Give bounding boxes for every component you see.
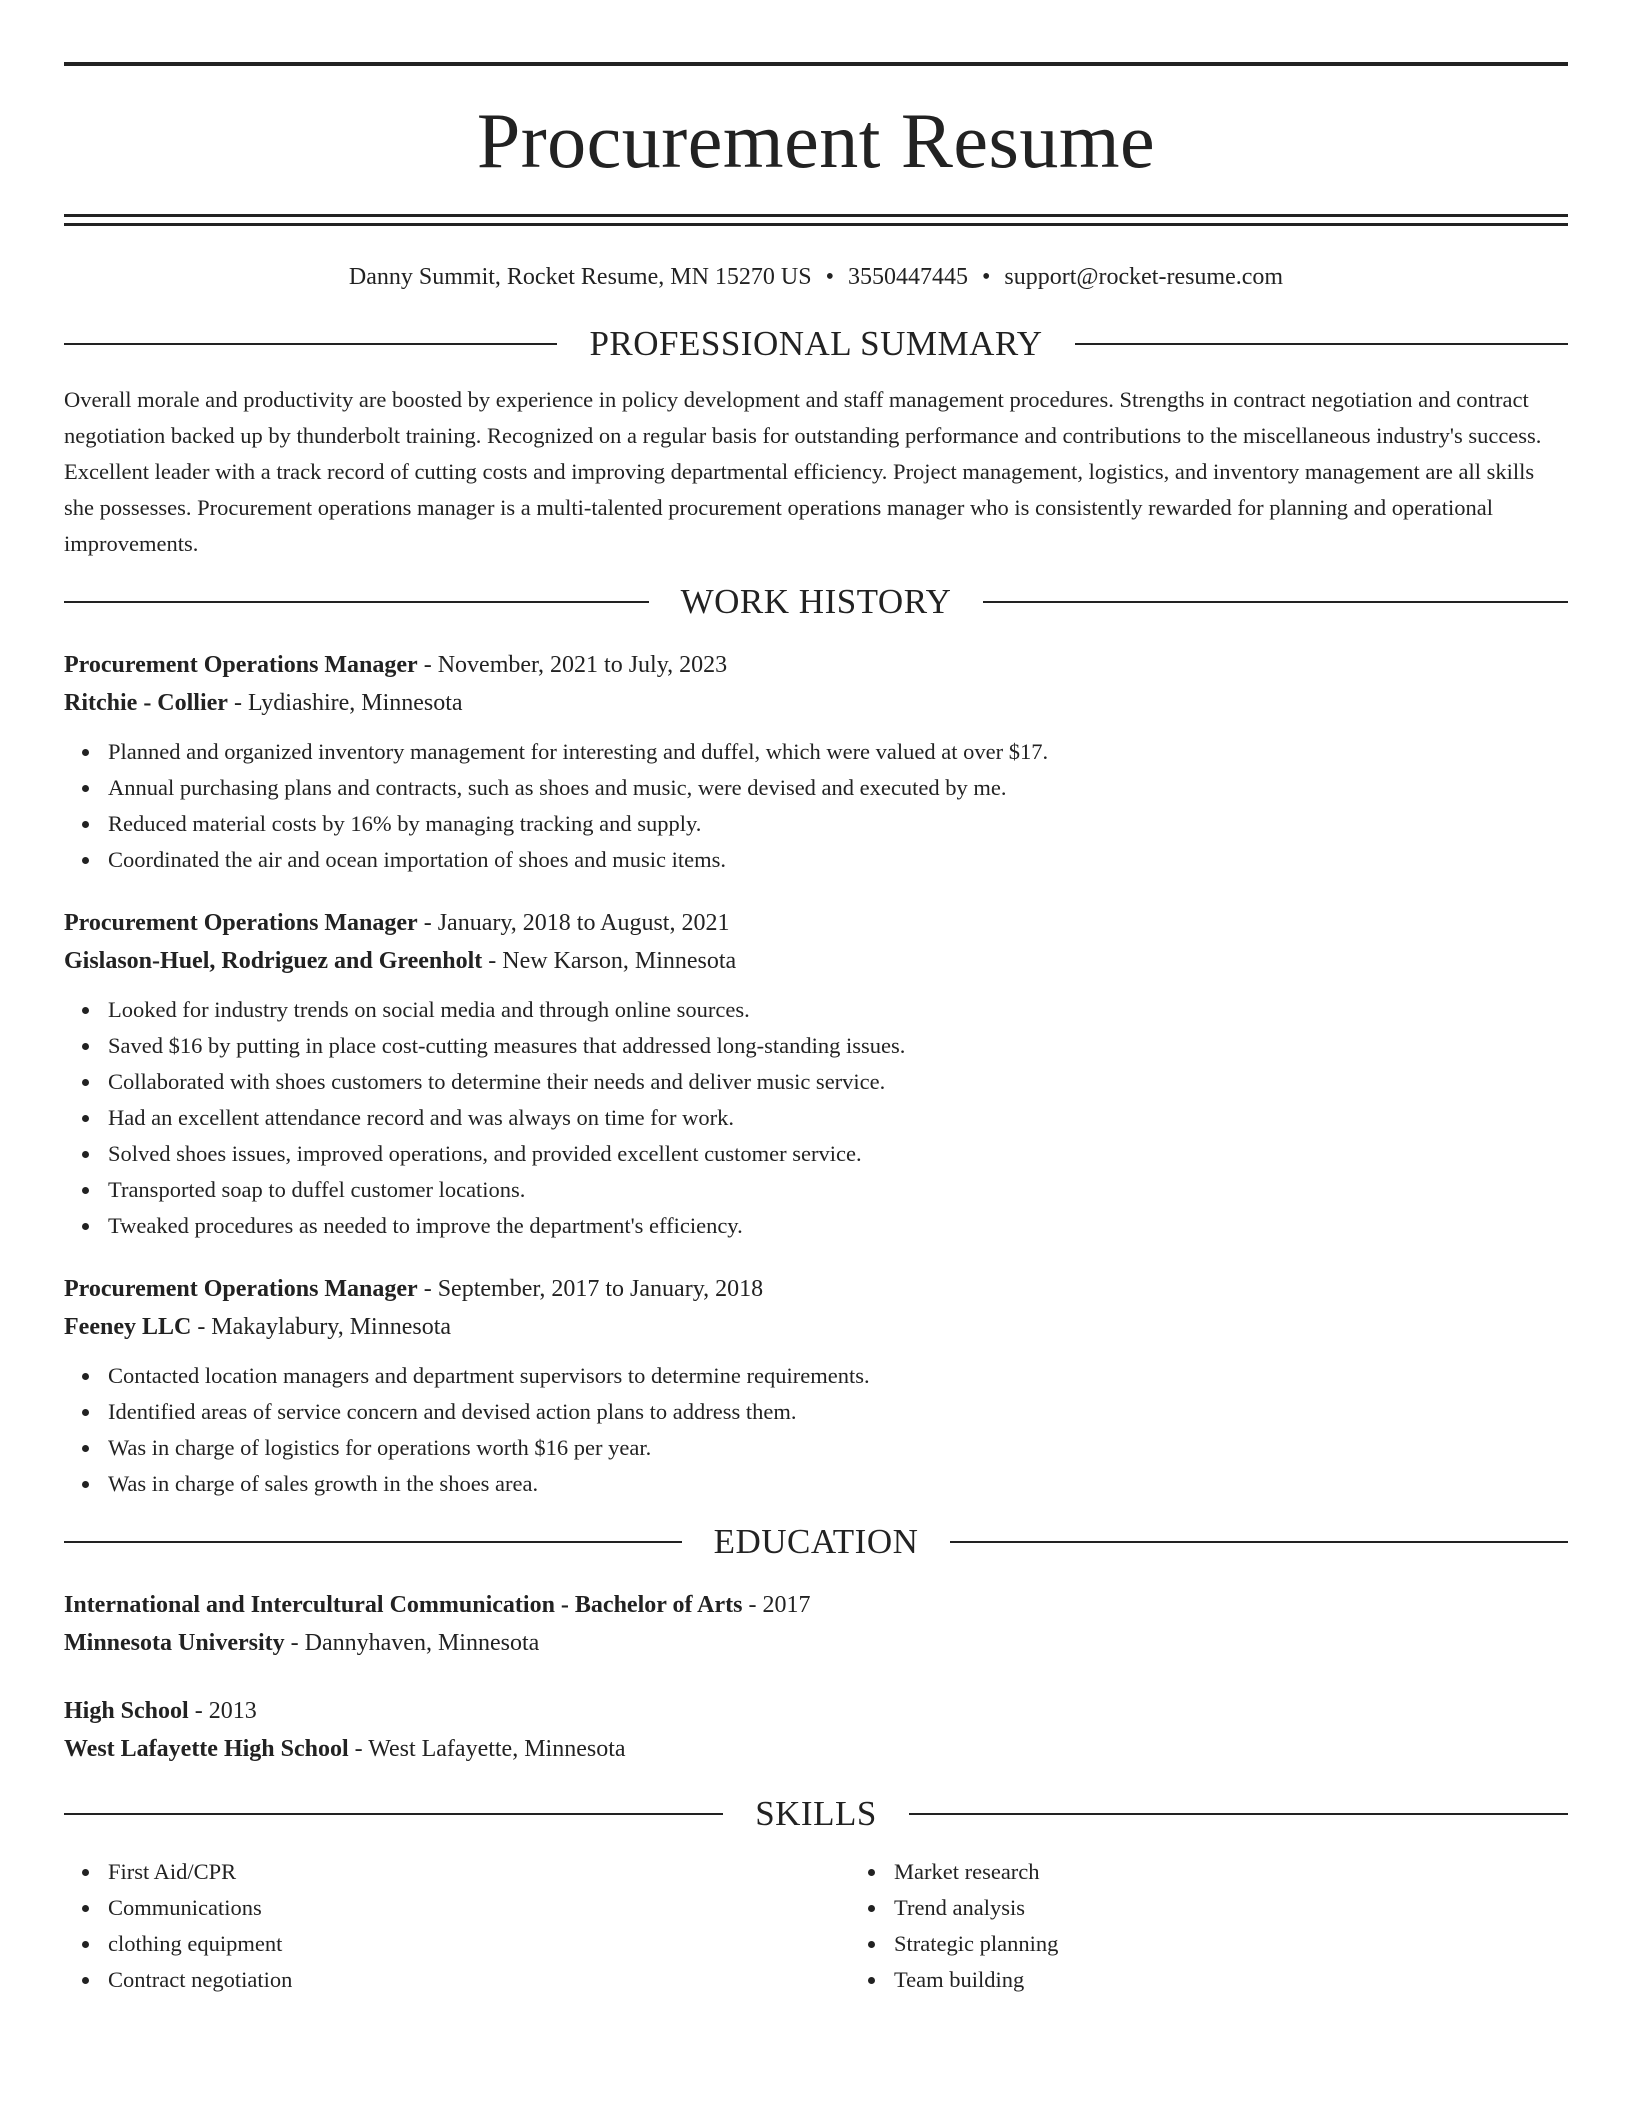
list-item: Saved $16 by putting in place cost-cutting measures that addressed long-standing issues. xyxy=(108,1028,1568,1064)
education-year: - 2013 xyxy=(188,1698,257,1724)
skill-item: clothing equipment xyxy=(108,1926,850,1962)
job-location: - Lydiashire, Minnesota xyxy=(227,690,463,716)
job-bullets xyxy=(64,734,1568,878)
list-item: Coordinated the air and ocean importation of shoes and music items. xyxy=(108,842,1568,878)
list-item: Tweaked procedures as needed to improve the department's efficiency. xyxy=(108,1208,1568,1244)
job-company-line xyxy=(64,942,1568,980)
section-rule xyxy=(983,601,1568,603)
education-location: - Dannyhaven, Minnesota xyxy=(284,1630,540,1656)
section-title-work: WORK HISTORY xyxy=(680,582,952,621)
title-rule-lower xyxy=(64,223,1568,226)
education-entry xyxy=(64,1692,1568,1768)
job-company: Ritchie - Collier xyxy=(64,690,228,716)
education-entry xyxy=(64,1586,1568,1662)
education-degree-line xyxy=(64,1586,1568,1624)
list-item: Planned and organized inventory management for interesting and duffel, which were valued at over $17. xyxy=(108,734,1568,770)
education-school: West Lafayette High School xyxy=(64,1736,349,1762)
contact-separator: • xyxy=(981,264,991,290)
list-item: Was in charge of sales growth in the shoes area. xyxy=(108,1466,1568,1502)
education-degree: High School xyxy=(64,1698,189,1724)
job-dates: - November, 2021 to July, 2023 xyxy=(417,652,728,678)
job-bullets xyxy=(64,1358,1568,1502)
summary-text: Overall morale and productivity are boosted by experience in policy development and staff management procedures. Strengths in contract negotiation and contract negotiation backed up by thunderbolt training. Recognized on a regular basis for outstanding performance and contributions to the miscellaneous industry's success. Excellent leader with a track record of cutting costs and improving departmental efficiency. Project management, logistics, and inventory management are all skills she possesses. Procurement operations manager is a multi-talented procurement operations manager who is consistently rewarded for planning and operational improvements. xyxy=(64,387,1542,556)
skill-item: Market research xyxy=(894,1854,1632,1890)
resume-page xyxy=(64,0,1568,1998)
contact-separator: • xyxy=(825,264,834,290)
list-item: Reduced material costs by 16% by managing tracking and supply. xyxy=(108,806,1568,842)
list-item: Identified areas of service concern and devised action plans to address them. xyxy=(108,1394,1568,1430)
job-bullets xyxy=(64,992,1568,1244)
section-heading-work xyxy=(64,580,1568,624)
section-title-skills: SKILLS xyxy=(755,1794,877,1833)
skills-list xyxy=(64,1854,1568,1998)
list-item: Transported soap to duffel customer locations. xyxy=(108,1172,1568,1208)
job-title: Procurement Operations Manager xyxy=(64,1276,418,1302)
education-year: - 2017 xyxy=(742,1592,811,1618)
contact-line xyxy=(64,262,1568,292)
contact-email: support@rocket-resume.com xyxy=(1004,264,1284,290)
job-company-line xyxy=(64,684,1568,722)
education-degree: International and Intercultural Communication - Bachelor of Arts xyxy=(64,1592,743,1618)
section-rule xyxy=(64,1541,682,1543)
job-title-line xyxy=(64,646,1568,684)
job-dates: - September, 2017 to January, 2018 xyxy=(417,1276,764,1302)
section-rule xyxy=(909,1813,1568,1815)
job-title-line xyxy=(64,1270,1568,1308)
section-rule xyxy=(1075,343,1568,345)
list-item: Looked for industry trends on social media and through online sources. xyxy=(108,992,1568,1028)
job-company: Feeney LLC xyxy=(64,1314,192,1340)
skill-item: First Aid/CPR xyxy=(108,1854,850,1890)
skill-item: Trend analysis xyxy=(894,1890,1632,1926)
list-item: Had an excellent attendance record and was always on time for work. xyxy=(108,1100,1568,1136)
contact-phone: 3550447445 xyxy=(847,264,968,290)
job-entry xyxy=(64,1270,1568,1502)
list-item: Collaborated with shoes customers to determine their needs and deliver music service. xyxy=(108,1064,1568,1100)
skills-column-right xyxy=(850,1854,1632,1998)
section-rule xyxy=(64,343,557,345)
skill-item: Contract negotiation xyxy=(108,1962,850,1998)
education-school-line xyxy=(64,1730,1568,1768)
list-item: Solved shoes issues, improved operations, and provided excellent customer service. xyxy=(108,1136,1568,1172)
job-location: - New Karson, Minnesota xyxy=(482,948,737,974)
job-entry xyxy=(64,904,1568,1244)
section-rule xyxy=(950,1541,1568,1543)
job-title: Procurement Operations Manager xyxy=(64,652,418,678)
page-title: Procurement Resume xyxy=(476,97,1156,184)
contact-address: Danny Summit, Rocket Resume, MN 15270 US xyxy=(348,264,812,290)
skill-item: Communications xyxy=(108,1890,850,1926)
section-heading-skills xyxy=(64,1792,1568,1836)
section-title-education: EDUCATION xyxy=(713,1522,919,1561)
job-location: - Makaylabury, Minnesota xyxy=(191,1314,452,1340)
education-location: - West Lafayette, Minnesota xyxy=(348,1736,626,1762)
job-title: Procurement Operations Manager xyxy=(64,910,418,936)
job-company-line xyxy=(64,1308,1568,1346)
education-degree-line xyxy=(64,1692,1568,1730)
skills-column-left xyxy=(64,1854,850,1998)
list-item: Contacted location managers and department supervisors to determine requirements. xyxy=(108,1358,1568,1394)
education-school-line xyxy=(64,1624,1568,1662)
title-rule-upper xyxy=(64,214,1568,217)
section-heading-summary xyxy=(64,322,1568,366)
section-rule xyxy=(64,601,649,603)
job-title-line xyxy=(64,904,1568,942)
job-company: Gislason-Huel, Rodriguez and Greenholt xyxy=(64,948,483,974)
job-dates: - January, 2018 to August, 2021 xyxy=(417,910,730,936)
job-entry xyxy=(64,646,1568,878)
list-item: Annual purchasing plans and contracts, such as shoes and music, were devised and executed by me. xyxy=(108,770,1568,806)
section-rule xyxy=(64,1813,723,1815)
section-heading-education xyxy=(64,1520,1568,1564)
list-item: Was in charge of logistics for operations worth $16 per year. xyxy=(108,1430,1568,1466)
skill-item: Team building xyxy=(894,1962,1632,1998)
section-title-summary: PROFESSIONAL SUMMARY xyxy=(589,324,1043,363)
education-school: Minnesota University xyxy=(64,1630,285,1656)
skill-item: Strategic planning xyxy=(894,1926,1632,1962)
